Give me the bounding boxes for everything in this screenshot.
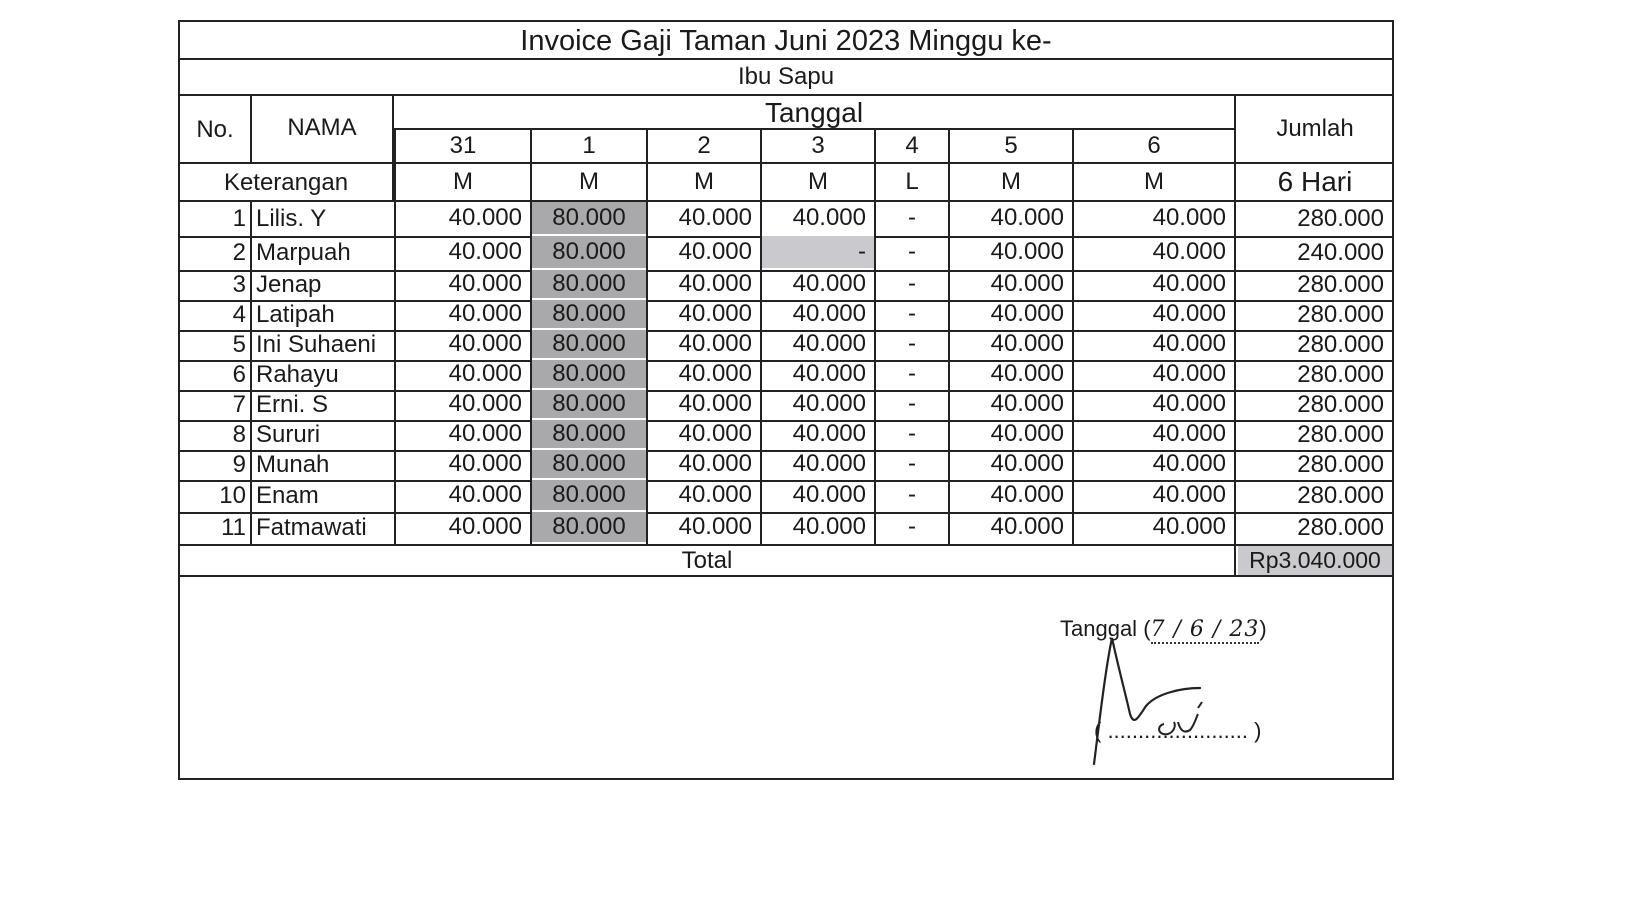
row-number: 3 (232, 271, 246, 298)
wage-cell: 80.000 (532, 300, 646, 328)
wage-cell: 80.000 (532, 236, 646, 268)
wage-cell: 40.000 (678, 481, 752, 508)
wage-cell: 40.000 (1152, 481, 1226, 508)
wage-cell: 40.000 (1152, 238, 1226, 265)
wage-cell: 40.000 (678, 390, 752, 417)
wage-cell: 40.000 (678, 238, 752, 265)
wage-cell: 40.000 (1152, 420, 1226, 447)
row-total: 280.000 (1297, 514, 1384, 541)
column-divider (530, 200, 532, 544)
day-divider (530, 128, 532, 164)
wage-cell: 80.000 (532, 450, 646, 478)
day-divider (874, 128, 876, 164)
wage-cell: 40.000 (1152, 390, 1226, 417)
row-total: 280.000 (1297, 205, 1384, 232)
handwritten-signature (1090, 636, 1240, 766)
row-total: 280.000 (1297, 482, 1384, 509)
invoice-subtitle: Ibu Sapu (737, 63, 835, 90)
wage-cell: 40.000 (792, 481, 866, 508)
signature-name-line: ( ....................... ) (1094, 718, 1262, 743)
column-divider (394, 200, 396, 544)
day-divider (394, 128, 396, 164)
code-cell-0: M (453, 168, 473, 195)
code-divider (874, 162, 876, 200)
day-header-5: 5 (1004, 132, 1018, 159)
row-number: 5 (232, 331, 246, 358)
day-divider (646, 128, 648, 164)
code-divider (646, 162, 648, 200)
wage-cell: 80.000 (532, 390, 646, 418)
code-divider (530, 162, 532, 200)
code-cell-1: M (579, 168, 599, 195)
wage-cell: 40.000 (448, 204, 522, 231)
day-divider (948, 128, 950, 164)
employee-name: Sururi (256, 421, 321, 448)
employee-name: Enam (256, 482, 319, 509)
row-total: 280.000 (1297, 331, 1384, 358)
column-divider (646, 200, 648, 544)
wage-cell: 40.000 (990, 481, 1064, 508)
wage-cell: 40.000 (1152, 204, 1226, 231)
wage-cell: 40.000 (678, 204, 752, 231)
employee-name: Fatmawati (256, 514, 367, 541)
row-number: 10 (219, 482, 246, 509)
total-label: Total (681, 547, 733, 574)
row-number: 4 (232, 301, 246, 328)
employee-name: Rahayu (256, 361, 339, 388)
employee-name: Jenap (256, 271, 322, 298)
wage-cell: - (908, 513, 916, 540)
wage-cell: - (908, 300, 916, 327)
invoice-title: Invoice Gaji Taman Juni 2023 Minggu ke- (520, 24, 1052, 57)
wage-cell: - (908, 270, 916, 297)
day-header-6: 6 (1147, 132, 1161, 159)
signature-date: (7 / 6 / 23) (1143, 616, 1267, 642)
row-total: 280.000 (1297, 421, 1384, 448)
wage-cell: 80.000 (532, 420, 646, 448)
row-number: 8 (232, 421, 246, 448)
code-cell-3: M (808, 168, 828, 195)
wage-cell: 80.000 (532, 202, 646, 234)
wage-cell: - (762, 236, 874, 268)
row-total: 240.000 (1297, 239, 1384, 266)
wage-cell: - (908, 390, 916, 417)
column-divider (948, 200, 950, 544)
column-divider (250, 200, 252, 544)
code-cell-5: M (1001, 168, 1021, 195)
wage-cell: 40.000 (792, 420, 866, 447)
wage-cell: 40.000 (990, 513, 1064, 540)
total-value: Rp3.040.000 (1238, 546, 1392, 575)
wage-cell: 40.000 (990, 204, 1064, 231)
employee-name: Ini Suhaeni (256, 331, 377, 358)
row-total: 280.000 (1297, 301, 1384, 328)
wage-cell: 40.000 (990, 270, 1064, 297)
day-header-4: 4 (905, 132, 919, 159)
wage-cell: 40.000 (678, 513, 752, 540)
wage-cell: - (908, 481, 916, 508)
wage-cell: 40.000 (1152, 330, 1226, 357)
signature-tanggal-label: Tanggal (1060, 616, 1138, 641)
code-divider (760, 162, 762, 200)
employee-name: Munah (256, 451, 330, 478)
wage-cell: 40.000 (990, 300, 1064, 327)
wage-cell: 80.000 (532, 330, 646, 358)
row-number: 9 (232, 451, 246, 478)
wage-cell: 40.000 (990, 420, 1064, 447)
day-header-1: 1 (582, 132, 596, 159)
wage-cell: 40.000 (678, 450, 752, 477)
wage-cell: 40.000 (448, 360, 522, 387)
wage-cell: 40.000 (448, 330, 522, 357)
wage-cell: 40.000 (990, 330, 1064, 357)
wage-cell: 40.000 (792, 270, 866, 297)
wage-cell: 40.000 (678, 360, 752, 387)
wage-cell: 40.000 (792, 204, 866, 231)
employee-name: Latipah (256, 301, 335, 328)
code-divider (394, 162, 396, 200)
wage-cell: 40.000 (792, 513, 866, 540)
wage-cell: 40.000 (990, 390, 1064, 417)
wage-cell: 40.000 (792, 360, 866, 387)
day-header-3: 3 (811, 132, 825, 159)
code-cell-6: M (1144, 168, 1164, 195)
row-number: 6 (232, 361, 246, 388)
wage-cell: 80.000 (532, 270, 646, 298)
wage-cell: 40.000 (1152, 513, 1226, 540)
employee-name: Marpuah (256, 239, 351, 266)
wage-cell: 40.000 (678, 270, 752, 297)
wage-cell: 40.000 (448, 420, 522, 447)
wage-cell: - (908, 450, 916, 477)
row-number: 11 (221, 514, 246, 541)
column-divider (1072, 200, 1074, 544)
wage-cell: 40.000 (448, 390, 522, 417)
column-divider (874, 200, 876, 544)
wage-cell: 40.000 (1152, 360, 1226, 387)
row-total: 280.000 (1297, 361, 1384, 388)
wage-cell: 40.000 (448, 238, 522, 265)
day-header-0: 31 (449, 132, 477, 159)
wage-cell: 80.000 (532, 512, 646, 542)
wage-cell: 80.000 (532, 360, 646, 388)
wage-cell: - (908, 330, 916, 357)
wage-cell: 40.000 (678, 420, 752, 447)
wage-cell: 40.000 (792, 390, 866, 417)
day-divider (760, 128, 762, 164)
header-keterangan: Keterangan (223, 169, 349, 196)
code-cell-2: M (694, 168, 714, 195)
wage-cell: 40.000 (448, 270, 522, 297)
code-cell-4: L (905, 168, 919, 195)
wage-cell: - (908, 238, 916, 265)
code-divider (1072, 162, 1074, 200)
header-nama: NAMA (287, 114, 357, 141)
wage-cell: 40.000 (792, 450, 866, 477)
row-total: 280.000 (1297, 271, 1384, 298)
wage-cell: - (908, 360, 916, 387)
wage-cell: 40.000 (448, 481, 522, 508)
column-divider (760, 200, 762, 544)
wage-cell: - (908, 420, 916, 447)
row-number: 7 (232, 391, 246, 418)
wage-cell: 40.000 (1152, 450, 1226, 477)
day-header-2: 2 (697, 132, 711, 159)
wage-cell: 40.000 (1152, 270, 1226, 297)
code-divider (948, 162, 950, 200)
employee-name: Erni. S (256, 391, 329, 418)
wage-cell: 40.000 (792, 330, 866, 357)
wage-cell: 40.000 (448, 450, 522, 477)
wage-cell: 40.000 (678, 330, 752, 357)
wage-cell: 40.000 (678, 300, 752, 327)
day-divider (1072, 128, 1074, 164)
row-total: 280.000 (1297, 391, 1384, 418)
wage-cell: 40.000 (990, 450, 1064, 477)
row-total: 280.000 (1297, 451, 1384, 478)
wage-cell: 40.000 (990, 360, 1064, 387)
row-number: 2 (232, 239, 246, 266)
employee-name: Lilis. Y (256, 205, 327, 232)
header-no: No. (196, 116, 234, 143)
header-jumlah: Jumlah (1276, 115, 1354, 142)
wage-cell: - (908, 204, 916, 231)
wage-cell: 40.000 (448, 513, 522, 540)
header-tanggal: Tanggal (764, 97, 864, 128)
wage-cell: 40.000 (792, 300, 866, 327)
wage-cell: 40.000 (990, 238, 1064, 265)
header-hari: 6 Hari (1277, 166, 1353, 197)
row-number: 1 (232, 205, 246, 232)
wage-cell: 40.000 (448, 300, 522, 327)
wage-cell: 80.000 (532, 480, 646, 510)
wage-cell: 40.000 (1152, 300, 1226, 327)
